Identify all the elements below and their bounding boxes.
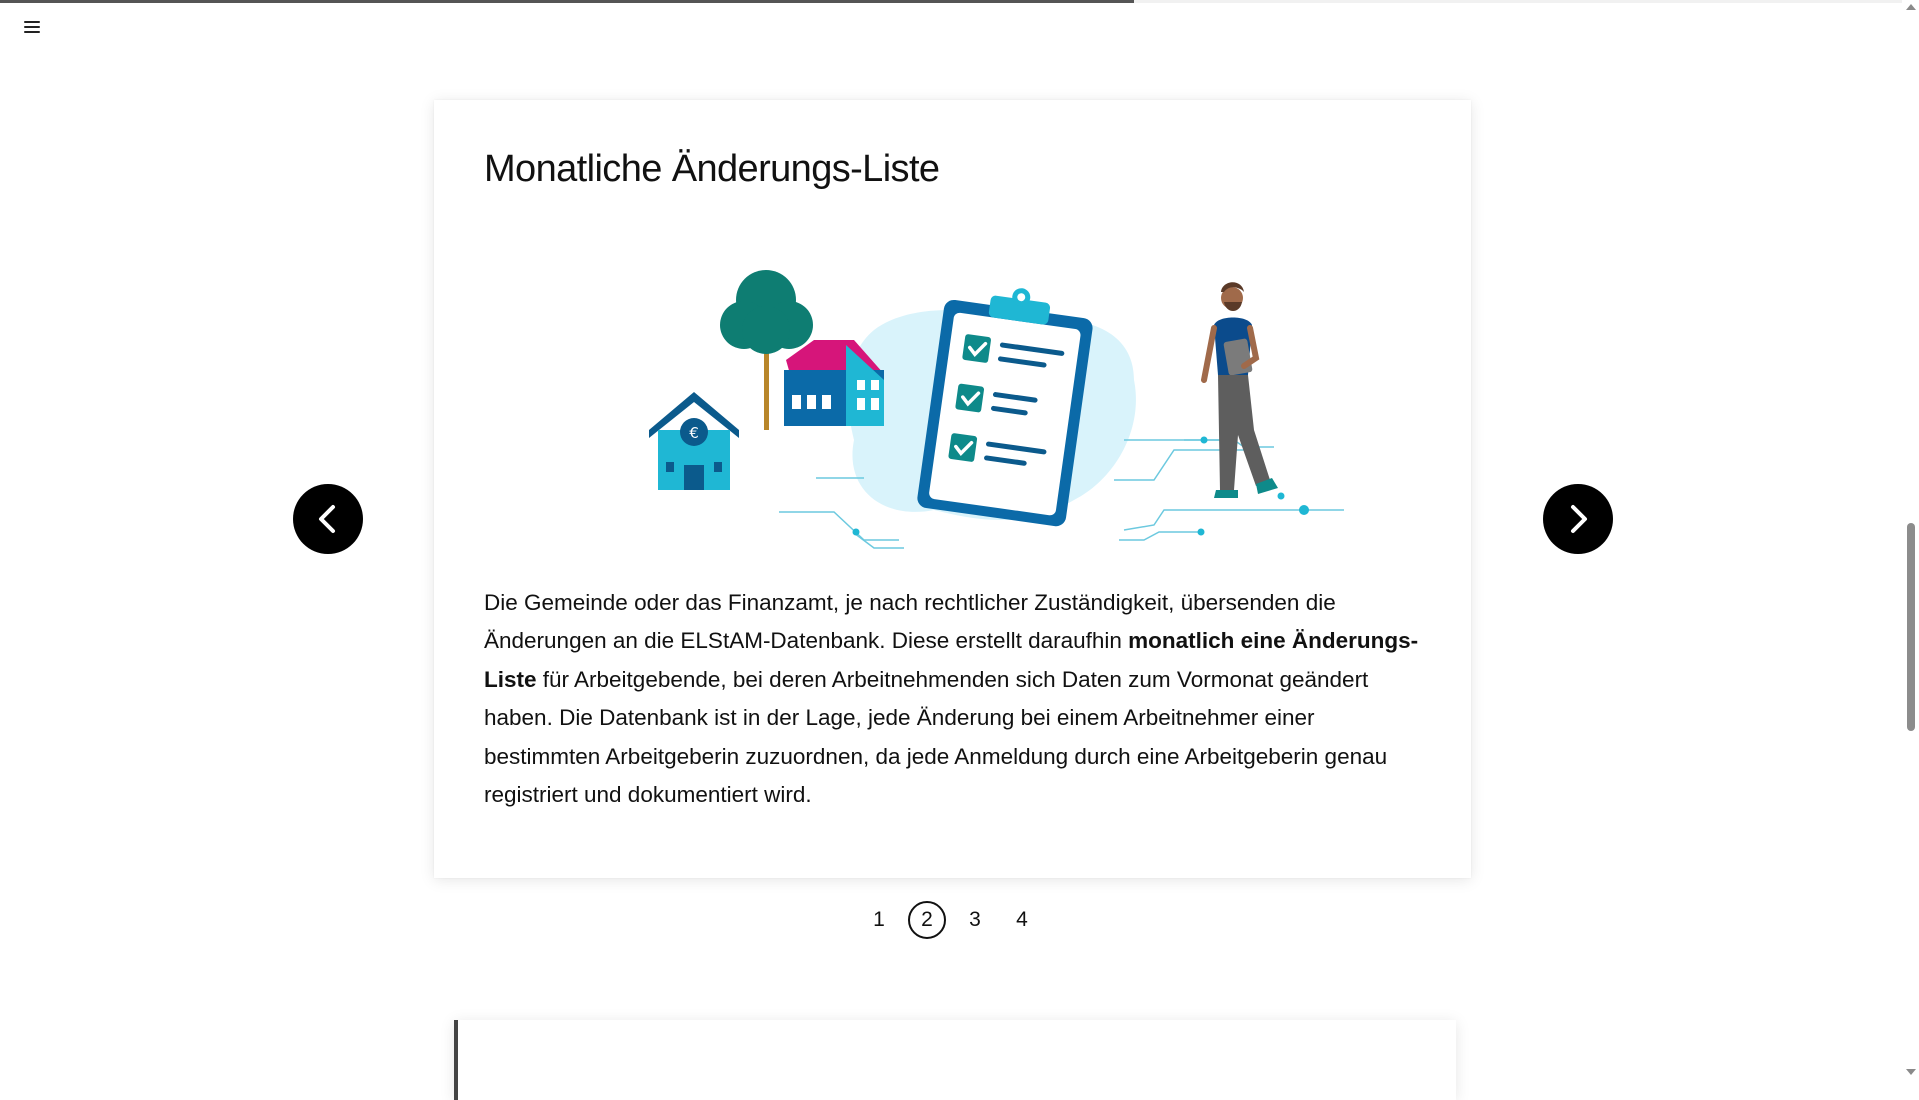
scrollbar-thumb[interactable] (1907, 523, 1915, 731)
slide-text-part2: für Arbeitgebende, bei deren Arbeitnehmenden sich Daten zum Vormonat geändert haben. Die Datenbank ist in der Lage, jede Änderung bei einem Arbeitnehmer einer bestimmten Arbeitgeberin zuzuordnen, da jede Anmeldung durch eine Arbeitgeberin genau registriert und dokumentiert wird. (484, 666, 1388, 808)
vertical-scrollbar[interactable] (1902, 0, 1919, 1079)
page-button-3[interactable]: 3 (969, 908, 981, 931)
page-button-4[interactable]: 4 (1016, 908, 1028, 931)
page-button-2[interactable]: 2 (908, 901, 946, 939)
slide-text-bold: monatlich eine Änderungs-Liste (484, 628, 1419, 692)
slide-text-part1: Die Gemeinde oder das Finanzamt, je nach rechtlicher Zuständigkeit, übersenden die Änderungen an die ELStAM-Datenbank. Diese erstellt daraufhin (484, 590, 1336, 654)
reading-progress-bar (0, 0, 1902, 3)
chevron-left-icon (293, 484, 363, 554)
next-section-card (454, 1020, 1456, 1100)
next-slide-button[interactable] (1543, 484, 1613, 554)
reading-progress-fill (0, 0, 1134, 3)
slide-description (484, 584, 1424, 814)
clipboard-checklist-illustration (554, 240, 1354, 620)
hamburger-menu-icon[interactable] (18, 16, 46, 38)
scroll-up-arrow-icon[interactable] (1906, 4, 1916, 10)
previous-slide-button[interactable] (293, 484, 363, 554)
slide-title: Monatliche Änderungs-Liste (484, 148, 940, 190)
page-button-1[interactable]: 1 (873, 908, 885, 931)
scroll-down-arrow-icon[interactable] (1906, 1069, 1916, 1075)
svg-text:€: € (689, 424, 699, 442)
carousel-pagination (860, 901, 1070, 943)
chevron-right-icon (1543, 484, 1613, 554)
slide-card (434, 100, 1471, 878)
